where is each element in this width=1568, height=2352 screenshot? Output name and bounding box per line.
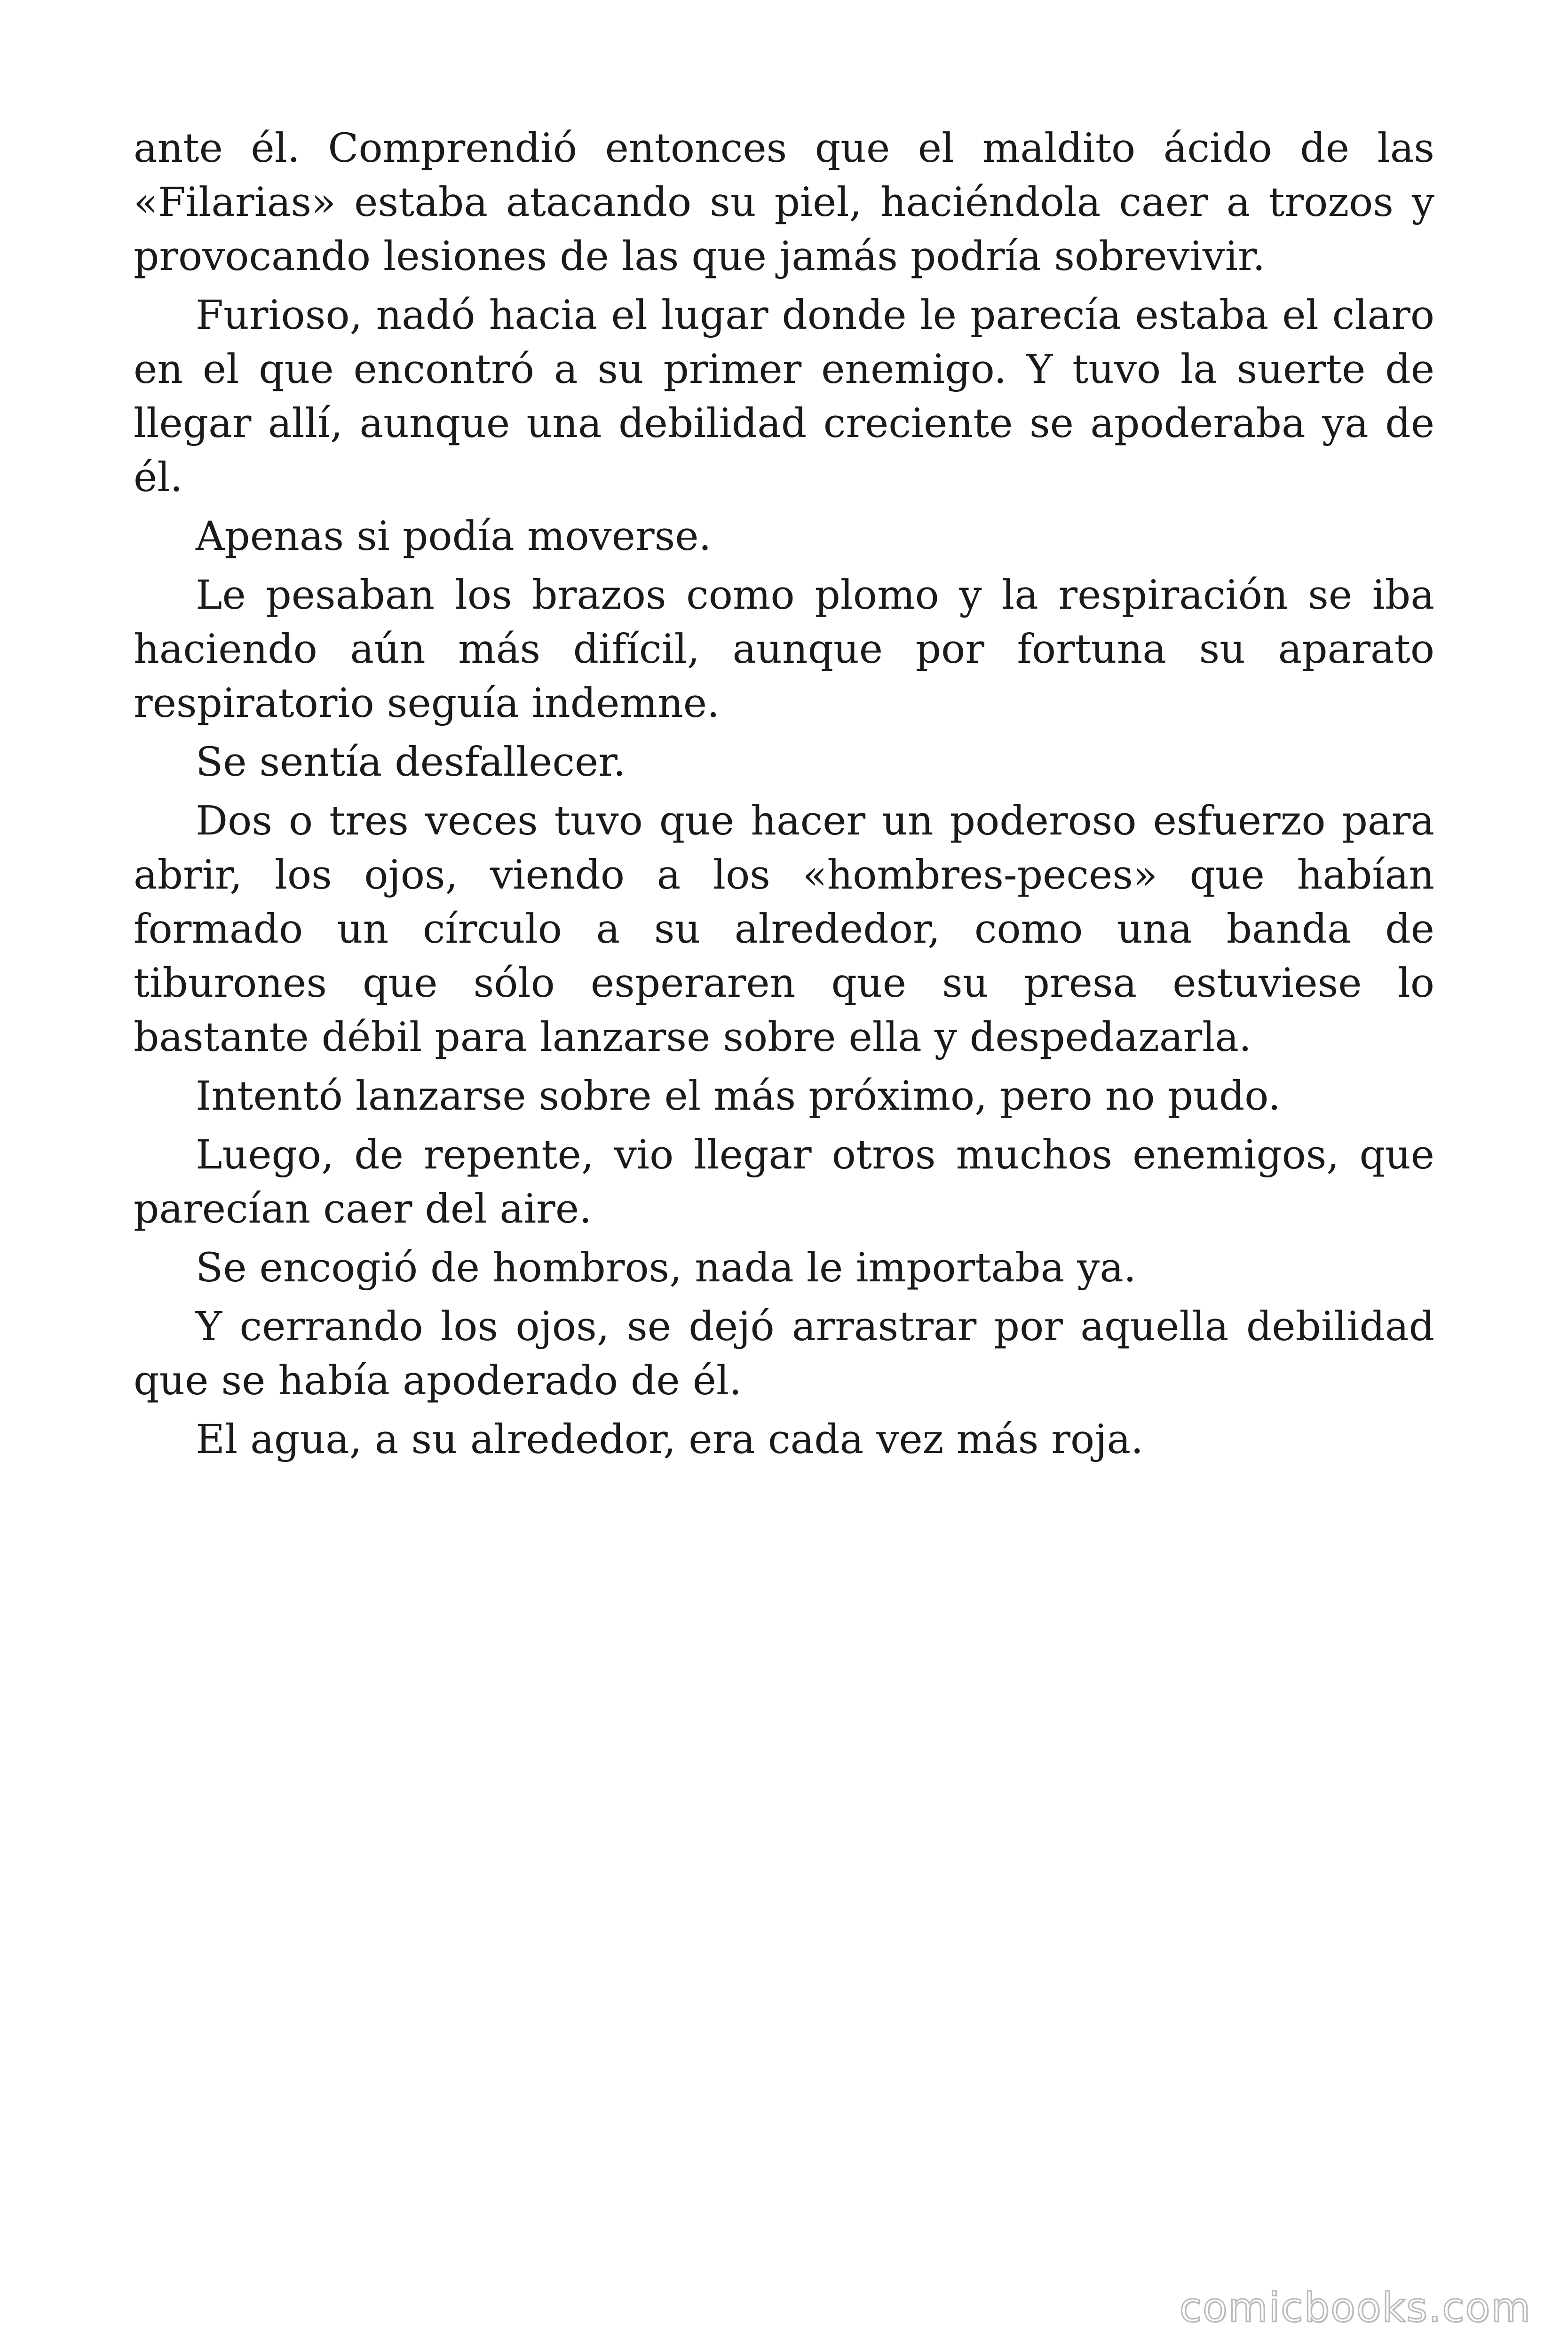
paragraph-2: Furioso, nadó hacia el lugar donde le parecía estaba el claro en el que encontró a su primer enemigo. Y tuvo la suerte de llegar allí, aunque una debilidad creciente se apoderaba ya de él. [134,292,1434,501]
paragraph-10: Y cerrando los ojos, se dejó arrastrar por aquella debilidad que se había apoderado de él. [134,1303,1434,1404]
page-body [134,121,1434,1471]
paragraph-1: ante él. Comprendió entonces que el maldito ácido de las «Filarias» estaba atacando su piel, haciéndola caer a trozos y provocando lesiones de las que jamás podría sobrevivir. [134,125,1434,280]
paragraph-4: Le pesaban los brazos como plomo y la respiración se iba haciendo aún más difícil, aunque por fortuna su aparato respiratorio seguía indemne. [134,572,1434,727]
paragraph-8: Luego, de repente, vio llegar otros muchos enemigos, que parecían caer del aire. [134,1132,1434,1232]
paragraph-6: Dos o tres veces tuvo que hacer un poderoso esfuerzo para abrir, los ojos, viendo a los «hombres-peces» que habían formado un círculo a su alrededor, como una banda de tiburones que sólo esperaren que su presa estuviese lo bastante débil para lanzarse sobre ella y despedazarla. [134,798,1434,1061]
paragraph-7: Intentó lanzarse sobre el más próximo, pero no pudo. [196,1073,1281,1120]
watermark: comicbooks.com [1179,2284,1531,2331]
paragraph-3: Apenas si podía moverse. [196,513,712,560]
paragraph-9: Se encogió de hombros, nada le importaba ya. [196,1245,1136,1291]
paragraph-11: El agua, a su alrededor, era cada vez más roja. [196,1416,1144,1463]
paragraph-5: Se sentía desfallecer. [196,739,626,786]
